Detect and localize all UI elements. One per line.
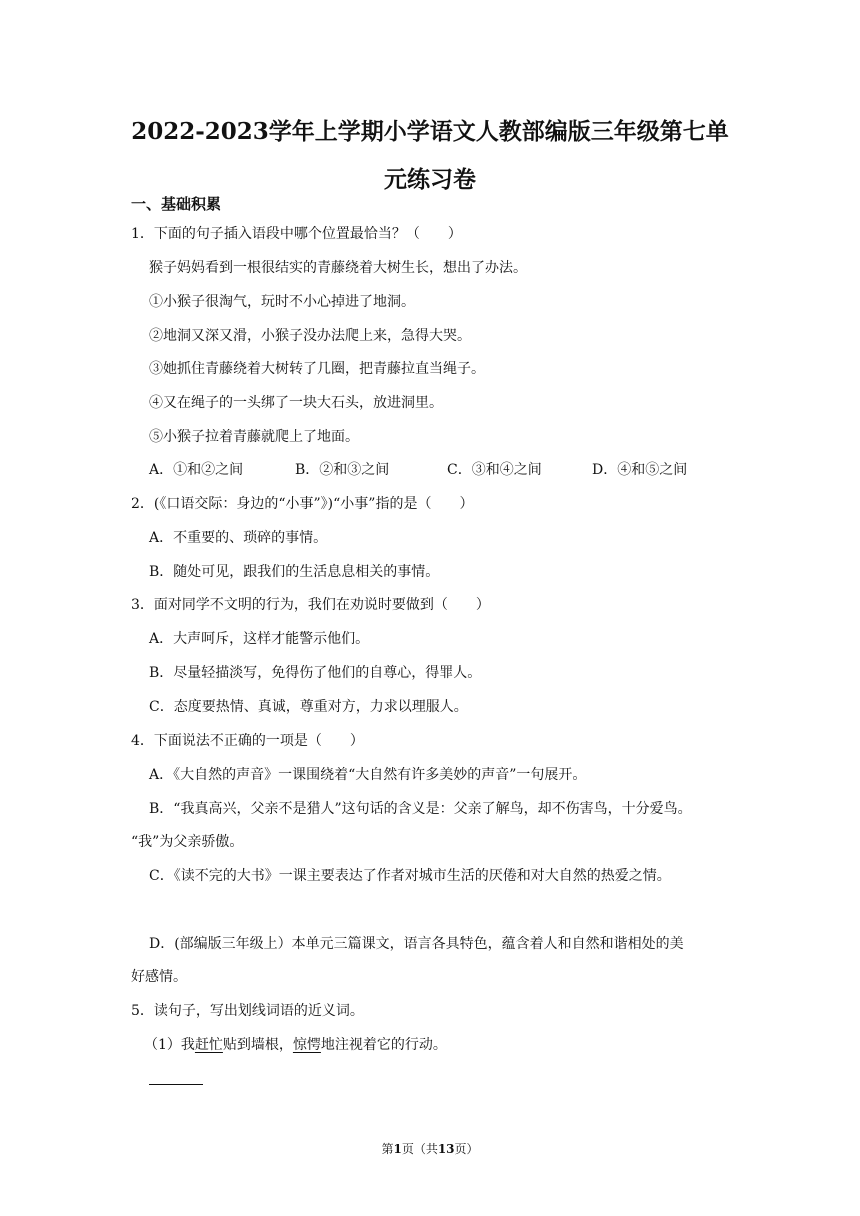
question-5-sentence-1-prefix: （1）我 — [144, 1037, 195, 1053]
question-4-option-d[interactable]: D．(部编版三年级上）本单元三篇课文，语言各具特色，蕴含着人和自然和谐相处的美 — [149, 936, 684, 952]
question-3-option-c[interactable]: C．态度要热情、真诚，尊重对方，力求以理服人。 — [149, 699, 468, 715]
question-2-option-b[interactable]: B．随处可见，跟我们的生活息息相关的事情。 — [149, 564, 440, 580]
question-1-option-d[interactable]: D．④和⑤之间 — [592, 462, 688, 478]
underlined-word-2: 惊愕 — [292, 1037, 321, 1053]
footer-middle: 页（共 — [401, 1142, 438, 1156]
question-1-option-b[interactable]: B．②和③之间 — [295, 462, 390, 478]
question-3-option-b[interactable]: B．尽量轻描淡写，免得伤了他们的自尊心，得罪人。 — [149, 665, 482, 681]
section-heading-basic: 一、基础积累 — [131, 195, 222, 213]
question-2-option-a[interactable]: A．不重要的、琐碎的事情。 — [149, 530, 328, 546]
question-4-option-a[interactable]: A．《大自然的声音》一课围绕着“大自然有许多美妙的声音”一句展开。 — [149, 767, 587, 783]
question-5-sentence-1-suffix: 地注视着它的行动。 — [320, 1037, 447, 1053]
footer-page-number: 1 — [393, 1142, 402, 1156]
question-4-option-b[interactable]: B．“我真高兴，父亲不是猎人”这句话的含义是：父亲了解鸟，却不伤害鸟，十分爱鸟。 — [149, 801, 692, 817]
question-1-sentence-2: ②地洞又深又滑，小猴子没办法爬上来，急得大哭。 — [149, 328, 471, 344]
question-5-sentence-1 — [144, 1035, 447, 1055]
question-5-sentence-1-middle: 贴到墙根， — [222, 1037, 293, 1053]
footer-suffix: 页） — [454, 1142, 479, 1156]
answer-blank-line[interactable] — [149, 1084, 203, 1085]
document-title: 2022-2023学年上学期小学语文人教部编版三年级第七单元练习卷 — [131, 118, 729, 193]
question-4-option-d-continued: 好感情。 — [131, 969, 187, 985]
question-3-stem: 3．面对同学不文明的行为，我们在劝说时要做到（ ） — [131, 597, 490, 613]
question-1-sentence-1: ①小猴子很淘气，玩时不小心掉进了地洞。 — [149, 294, 415, 310]
question-4-option-c[interactable]: C．《读不完的大书》一课主要表达了作者对城市生活的厌倦和对大自然的热爱之情。 — [149, 868, 671, 884]
page-footer — [0, 1140, 860, 1157]
footer-prefix: 第 — [381, 1142, 394, 1156]
question-5-stem: 5．读句子，写出划线词语的近义词。 — [131, 1003, 364, 1019]
question-2-stem: 2．(《口语交际：身边的“小事”》)“小事”指的是（ ） — [131, 496, 474, 512]
question-1-sentence-5: ⑤小猴子拉着青藤就爬上了地面。 — [149, 429, 359, 445]
question-1-option-a[interactable]: A．①和②之间 — [149, 462, 244, 478]
underlined-word-1: 赶忙 — [194, 1037, 223, 1053]
question-1-sentence-3: ③她抓住青藤绕着大树转了几圈，把青藤拉直当绳子。 — [149, 361, 485, 377]
footer-total-pages: 13 — [437, 1142, 455, 1156]
question-3-option-a[interactable]: A．大声呵斥，这样才能警示他们。 — [149, 631, 370, 647]
question-4-option-b-continued: “我”为父亲骄傲。 — [131, 834, 244, 850]
question-1-sentence-4: ④又在绳子的一头绑了一块大石头，放进洞里。 — [149, 395, 443, 411]
question-1-stem: 1．下面的句子插入语段中哪个位置最恰当？（ ） — [131, 226, 462, 242]
question-1-option-c[interactable]: C．③和④之间 — [447, 462, 542, 478]
question-4-stem: 4．下面说法不正确的一项是（ ） — [131, 733, 364, 749]
question-1-insert-sentence: 猴子妈妈看到一根很结实的青藤绕着大树生长，想出了办法。 — [149, 260, 527, 276]
